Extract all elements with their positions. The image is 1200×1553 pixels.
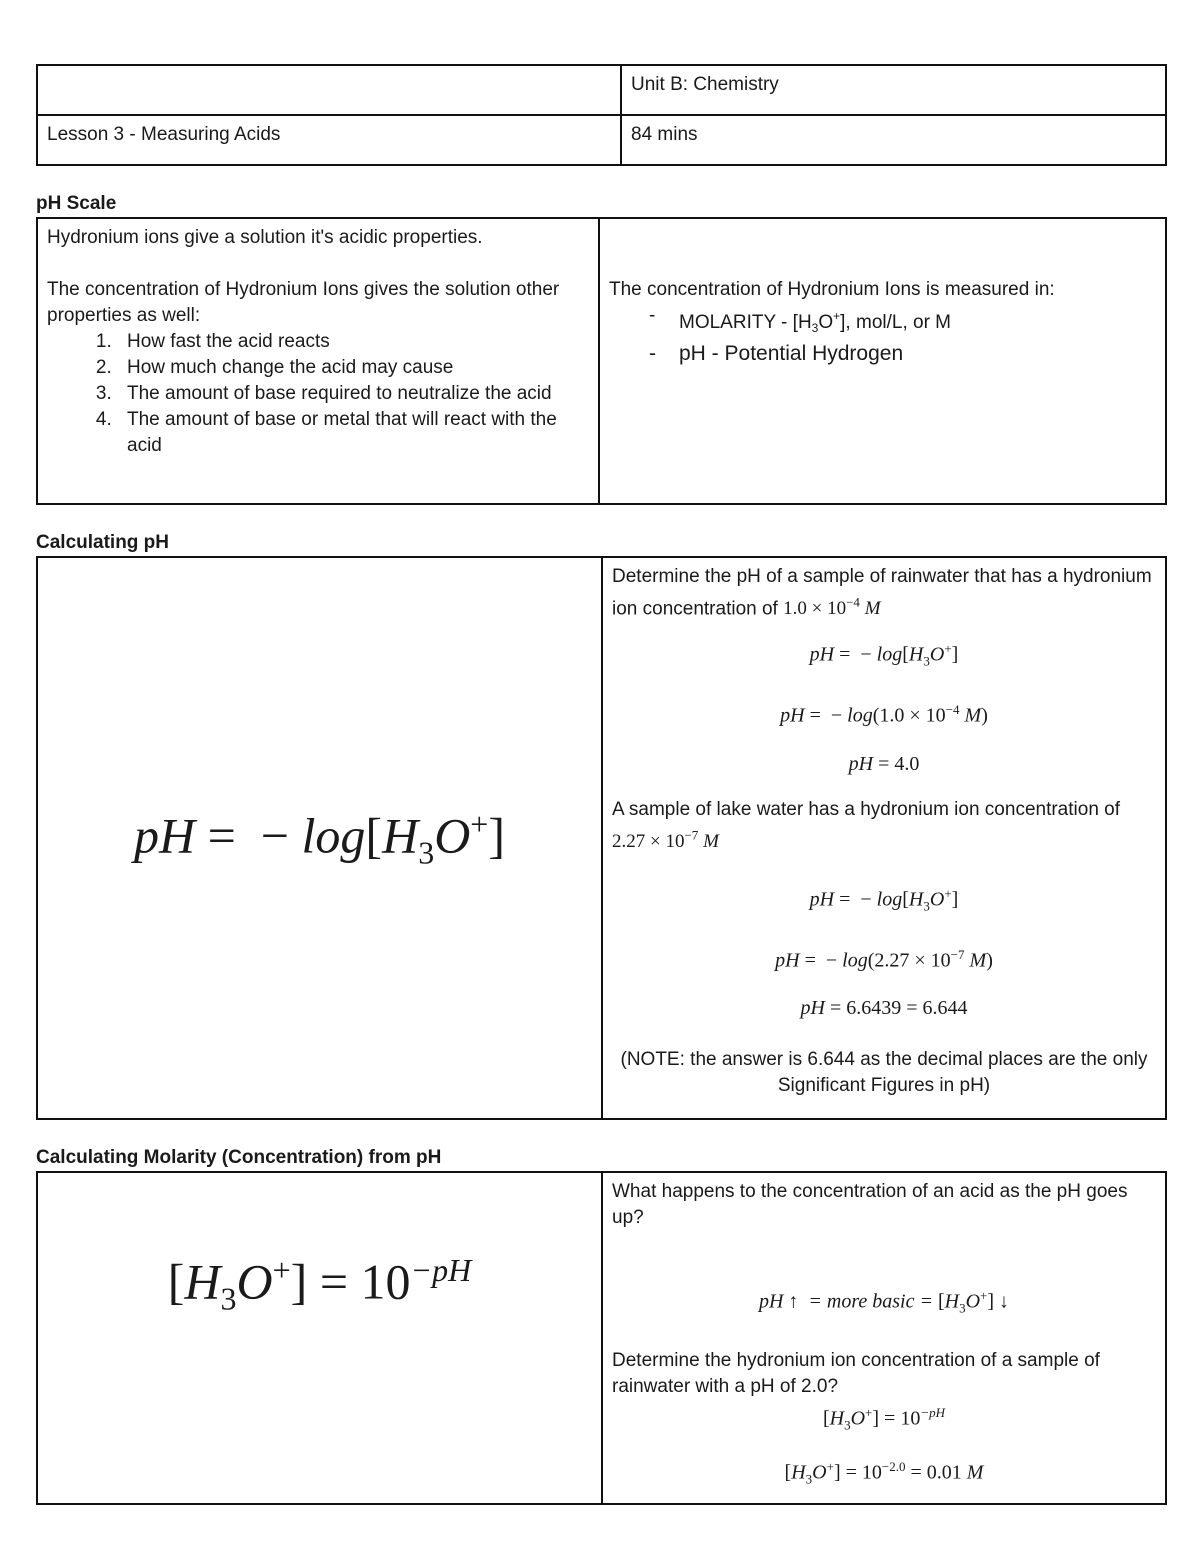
molarity-heading: Calculating Molarity (Concentration) from pH <box>36 1147 442 1168</box>
list-item: 2. How much change the acid may cause <box>117 355 589 381</box>
example1-text: Determine the pH of a sample of rainwater that has a hydronium ion concentration of $1.0 \times 10^{-4}$ M <box>612 566 1152 620</box>
calculating-ph-heading: Calculating pH <box>36 532 170 553</box>
properties-intro: The concentration of Hydronium Ions gives the solution other properties as well: <box>47 279 560 326</box>
equation-2c: pH = 6.6439 = 6.644 <box>800 997 968 1020</box>
example2-text: A sample of lake water has a hydronium ion concentration of $2.27 \times 10^{-7}$ M <box>612 798 1121 852</box>
molarity-item: - MOLARITY - $[H_3O^+]$, mol/L, or M <box>649 303 1156 341</box>
equation-1a: pH = − $\log[H_3O^+]$ <box>809 641 959 669</box>
molarity-equation-a: $[H_3O^+] = 10^{-pH}$ <box>822 1404 946 1433</box>
list-item: 3. The amount of base required to neutralize the acid <box>117 381 589 407</box>
measure-list <box>609 303 1156 367</box>
molarity-equation-b: $[H_3O^+] = 10^{-2.0} = 0.01$ M <box>784 1459 984 1487</box>
properties-list <box>47 329 589 459</box>
molarity-examples-cell <box>602 1172 1166 1504</box>
ph-formula-cell <box>37 557 602 1119</box>
lesson-title: Lesson 3 - Measuring Acids <box>37 115 621 165</box>
equation-2a: pH = − $\log[H_3O^+]$ <box>809 885 959 914</box>
ph-scale-table <box>36 217 1167 505</box>
example-text: Determine the hydronium ion concentration of a sample of rainwater with a pH of 2.0? <box>612 1349 1100 1397</box>
equation-2b: pH = − $\log(2.27 \times 10^{-7}$ M) <box>775 946 993 972</box>
question-text: What happens to the concentration of an acid as the pH goes up? <box>612 1181 1128 1228</box>
list-item: 1. How fast the acid reacts <box>117 329 589 355</box>
list-item: 4. The amount of base or metal that will react with the acid <box>117 407 589 459</box>
ph-examples-cell <box>602 557 1166 1119</box>
lesson-duration: 84 mins <box>621 115 1166 165</box>
molarity-table <box>36 1171 1167 1505</box>
ph-scale-intro: Hydronium ions give a solution it's acidic properties. <box>47 227 483 248</box>
calculating-ph-table <box>36 556 1167 1120</box>
ph-formula: pH = − $\log[H_3O^+]$ <box>134 805 505 871</box>
ph-item: - pH - Potential Hydrogen <box>649 341 1156 367</box>
ph-scale-left-cell <box>37 218 599 504</box>
ph-scale-heading: pH Scale <box>36 193 117 214</box>
relation-equation: pH ↑ = more basic = $[H_3O^+]$ ↓ <box>758 1288 1010 1316</box>
lesson-header-table <box>36 64 1167 166</box>
unit-title: Unit B: Chemistry <box>621 65 1166 115</box>
sig-fig-note: (NOTE: the answer is 6.644 as the decimal places are the only Significant Figures in pH) <box>620 1049 1148 1097</box>
measured-intro: The concentration of Hydronium Ions is measured in: <box>609 279 1055 300</box>
header-empty-cell <box>37 65 621 115</box>
equation-1c: pH = 4.0 <box>848 752 920 775</box>
document-page <box>36 64 1167 1505</box>
molarity-formula-cell <box>37 1172 602 1504</box>
molarity-formula: $[H_3O^+] = 10^{-pH}$ <box>167 1252 472 1317</box>
ph-scale-right-cell <box>599 218 1166 504</box>
equation-1b: pH = − $\log(1.0 \times 10^{-4}$ M) <box>780 701 988 727</box>
